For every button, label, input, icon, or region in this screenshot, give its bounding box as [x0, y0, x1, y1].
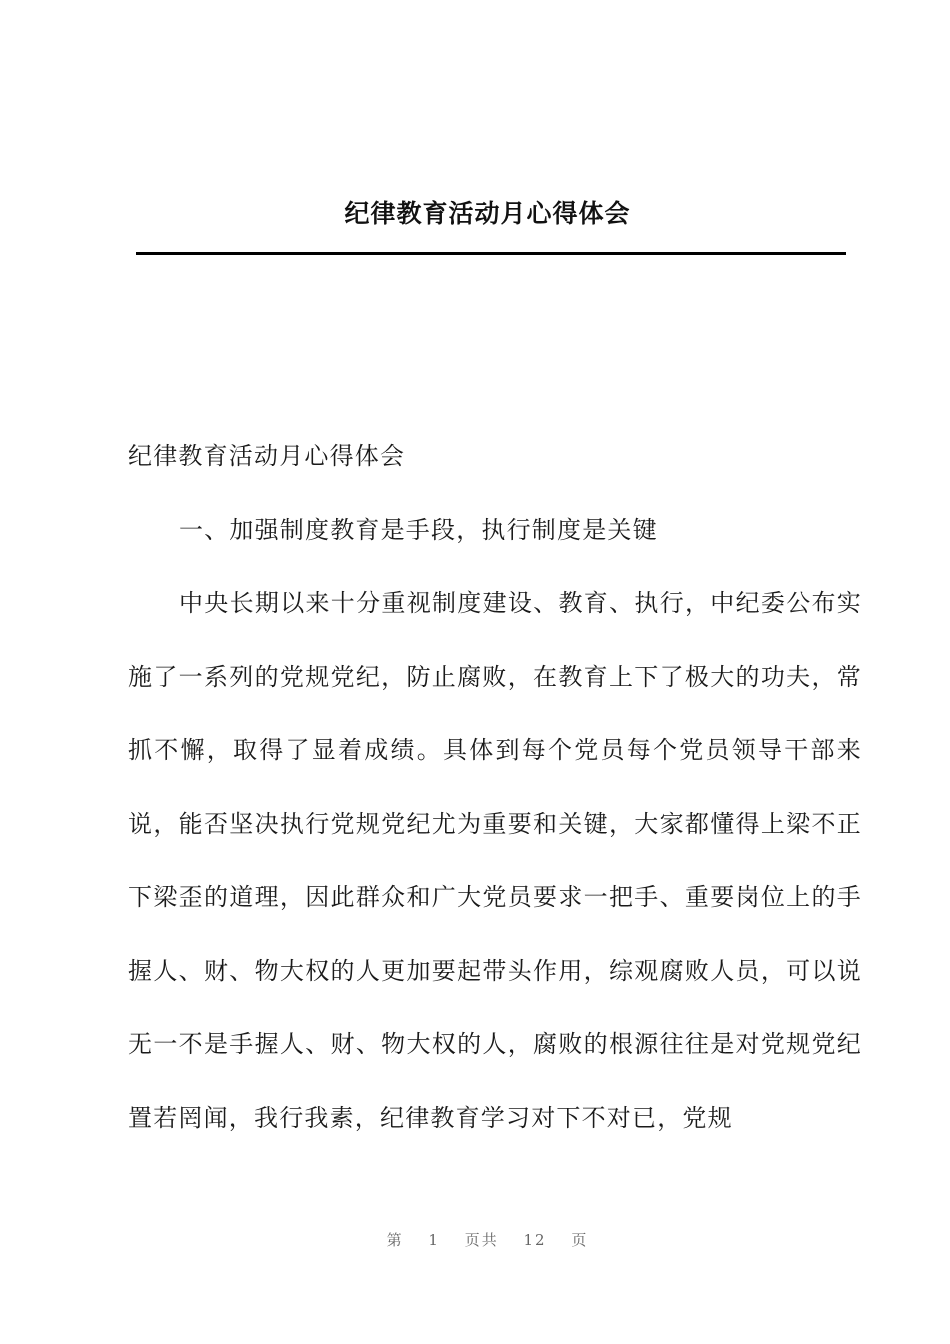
title-divider: [136, 252, 846, 255]
body-heading: 纪律教育活动月心得体会: [128, 442, 406, 470]
page-title: 纪律教育活动月心得体会: [344, 199, 631, 228]
footer-suffix: 页: [571, 1231, 589, 1249]
document-body: [128, 420, 862, 1155]
footer-middle: 页共: [464, 1231, 499, 1249]
page-footer: [0, 1229, 950, 1250]
footer-prefix: 第: [386, 1231, 404, 1249]
body-paragraph: 中央长期以来十分重视制度建设、教育、执行，中纪委公布实施了一系列的党规党纪，防止腐败，在教育上下了极大的功夫，常抓不懈，取得了显着成绩。具体到每个党员每个党员领导干部来说，能否坚决执行党规党纪尤为重要和关键，大家都懂得上梁不正下梁歪的道理，因此群众和广大党员要求一把手、重要岗位上的手握人、财、物大权的人更加要起带头作用，综观腐败人员，可以说无一不是手握人、财、物大权的人，腐败的根源往往是对党规党纪置若罔闻，我行我素，纪律教育学习对下不对已，党规: [128, 589, 862, 1132]
section-heading: 一、加强制度教育是手段，执行制度是关键: [179, 515, 658, 544]
footer-current-page: 1: [428, 1231, 440, 1249]
footer-total-pages: 12: [523, 1231, 547, 1249]
